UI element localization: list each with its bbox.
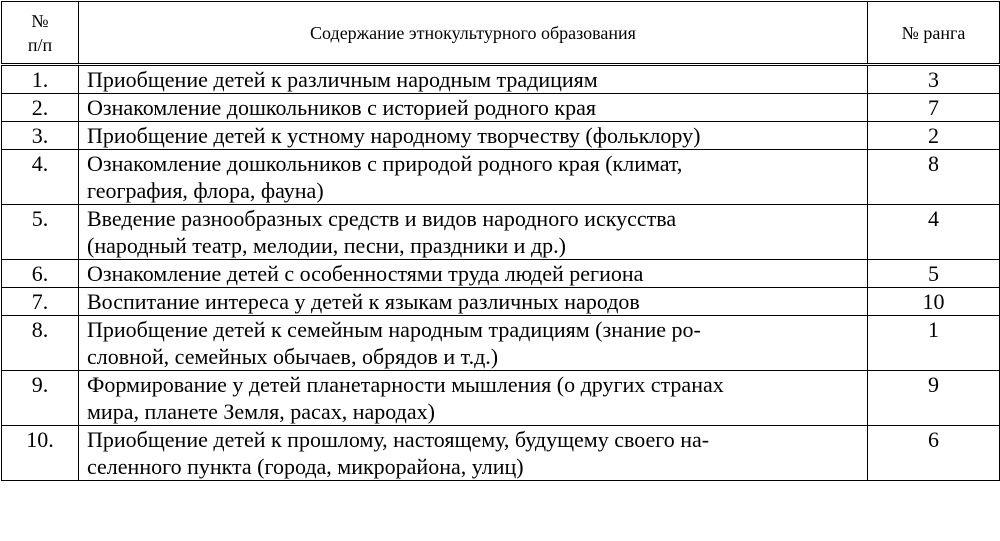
row-num: 10. (2, 426, 79, 481)
row-text (79, 426, 868, 481)
row-text-line1: Ознакомление дошкольников с природой родного края (климат, (87, 151, 683, 176)
table-header-row (2, 2, 1000, 65)
table-row (2, 65, 1000, 94)
header-num (2, 2, 79, 65)
row-text-line1: Приобщение детей к прошлому, настоящему, будущему своего на- (87, 427, 710, 452)
table-row (2, 371, 1000, 426)
table-row (2, 288, 1000, 316)
row-text: Ознакомление дошкольников с историей родного края (79, 94, 868, 122)
header-num-line1: № (31, 10, 49, 31)
header-num-line2: п/п (27, 34, 53, 55)
header-rank: № ранга (868, 2, 1000, 65)
row-text: Приобщение детей к различным народным традициям (79, 65, 868, 94)
row-text-line2: (народный театр, мелодии, песни, праздники и др.) (87, 233, 566, 258)
row-text: Приобщение детей к устному народному творчеству (фольклору) (79, 122, 868, 150)
row-text (79, 371, 868, 426)
table-row (2, 122, 1000, 150)
row-text-line2: селенного пункта (города, микрорайона, улиц) (87, 454, 524, 479)
row-text-line2: мира, планете Земля, расах, народах) (87, 399, 435, 424)
row-text-line1: Приобщение детей к семейным народным традициям (знание ро- (87, 317, 701, 342)
row-text: Ознакомление детей с особенностями труда людей региона (79, 260, 868, 288)
table-row (2, 316, 1000, 371)
row-text: Воспитание интереса у детей к языкам различных народов (79, 288, 868, 316)
table-row (2, 260, 1000, 288)
row-num: 2. (2, 94, 79, 122)
row-rank: 8 (868, 150, 1000, 205)
row-rank: 2 (868, 122, 1000, 150)
row-text (79, 316, 868, 371)
row-text-line1: Формирование у детей планетарности мышления (о других странах (87, 372, 724, 397)
row-text-line1: Введение разнообразных средств и видов народного искусства (87, 206, 677, 231)
row-text (79, 150, 868, 205)
table-row (2, 205, 1000, 260)
row-num: 8. (2, 316, 79, 371)
table-row (2, 426, 1000, 481)
row-num: 5. (2, 205, 79, 260)
row-num: 1. (2, 65, 79, 94)
row-rank: 5 (868, 260, 1000, 288)
row-rank: 9 (868, 371, 1000, 426)
header-content: Содержание этнокультурного образования (79, 2, 868, 65)
row-text (79, 205, 868, 260)
row-num: 3. (2, 122, 79, 150)
ethnocultural-table (1, 1, 1000, 481)
row-num: 4. (2, 150, 79, 205)
row-num: 7. (2, 288, 79, 316)
row-rank: 10 (868, 288, 1000, 316)
table-row (2, 150, 1000, 205)
row-rank: 4 (868, 205, 1000, 260)
row-text-line2: география, флора, фауна) (87, 178, 324, 203)
row-rank: 7 (868, 94, 1000, 122)
row-rank: 6 (868, 426, 1000, 481)
row-text-line2: словной, семейных обычаев, обрядов и т.д.) (87, 344, 499, 369)
row-num: 6. (2, 260, 79, 288)
row-rank: 3 (868, 65, 1000, 94)
table-row (2, 94, 1000, 122)
row-rank: 1 (868, 316, 1000, 371)
row-num: 9. (2, 371, 79, 426)
